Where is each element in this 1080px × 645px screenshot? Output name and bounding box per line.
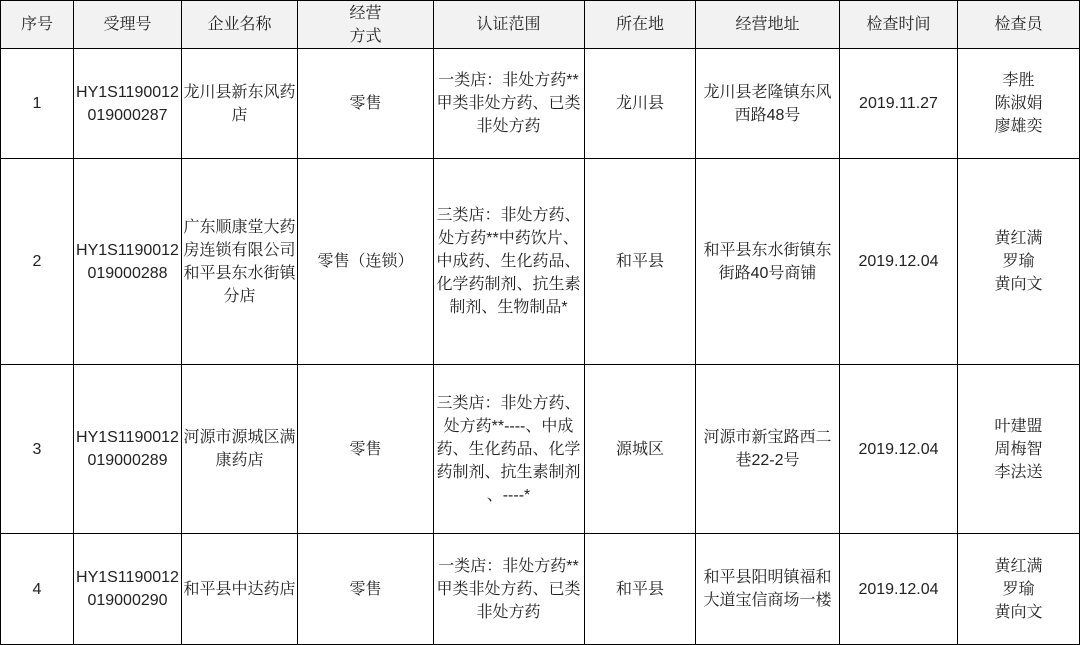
column-header-inspectors bbox=[958, 1, 1080, 49]
location-cell bbox=[585, 534, 696, 645]
inspector-list bbox=[959, 555, 1078, 624]
company-cell bbox=[182, 534, 298, 645]
column-header-label: 认证范围 bbox=[476, 16, 541, 33]
certification-scope: 三类店：非处方药、处方药**----、中成药、生化药品、化学药制剂、抗生素制剂、----* bbox=[436, 394, 581, 504]
scope-cell bbox=[434, 365, 585, 534]
inspector-list bbox=[959, 415, 1078, 484]
check-date-cell bbox=[840, 365, 958, 534]
index-cell bbox=[1, 49, 74, 159]
column-header-label: 经营方式 bbox=[349, 4, 382, 45]
acceptance-no-cell bbox=[74, 365, 182, 534]
acceptance-no-cell bbox=[74, 534, 182, 645]
business-address: 河源市新宝路西二巷22-2号 bbox=[703, 429, 832, 469]
inspector-list bbox=[959, 227, 1078, 296]
inspector-name: 罗瑜 bbox=[1002, 580, 1035, 598]
location: 龙川县 bbox=[615, 95, 664, 112]
location-cell bbox=[585, 49, 696, 159]
business-mode-cell bbox=[298, 534, 434, 645]
check-date-cell bbox=[840, 159, 958, 365]
business-address: 和平县东水街镇东街路40号商铺 bbox=[703, 241, 832, 282]
company-name: 广东顺康堂大药房连锁有限公司和平县东水街镇分店 bbox=[183, 218, 296, 305]
column-header-label: 检查员 bbox=[994, 16, 1043, 33]
inspector-name: 李胜 bbox=[1002, 72, 1035, 89]
table-row bbox=[1, 49, 1080, 159]
address-cell bbox=[696, 534, 840, 645]
company-cell bbox=[182, 365, 298, 534]
acceptance-no-cell bbox=[74, 49, 182, 159]
inspector-name: 罗瑜 bbox=[1002, 253, 1035, 270]
check-date-cell bbox=[840, 534, 958, 645]
business-mode: 零售（连锁） bbox=[317, 253, 414, 270]
location: 和平县 bbox=[615, 253, 664, 270]
acceptance-no: HY1S1190012019000289 bbox=[76, 429, 179, 469]
table-row bbox=[1, 365, 1080, 534]
certification-scope: 三类店：非处方药、处方药**中药饮片、中成药、生化药品、化学药制剂、抗生素制剂、生物制品* bbox=[436, 207, 581, 316]
check-date-cell bbox=[840, 49, 958, 159]
check-date: 2019.12.04 bbox=[858, 253, 939, 270]
company-cell bbox=[182, 159, 298, 365]
inspector-name: 黄向文 bbox=[994, 603, 1043, 621]
inspector-name: 廖雄奕 bbox=[994, 118, 1043, 135]
scope-cell bbox=[434, 49, 585, 159]
business-address: 龙川县老隆镇东风西路48号 bbox=[703, 83, 832, 124]
business-mode: 零售 bbox=[349, 580, 382, 598]
business-mode-cell bbox=[298, 49, 434, 159]
certification-scope: 一类店：非处方药**甲类非处方药、已类非处方药 bbox=[436, 72, 581, 135]
column-header-location bbox=[585, 1, 696, 49]
table-row bbox=[1, 534, 1080, 645]
business-mode: 零售 bbox=[349, 95, 382, 112]
company-cell bbox=[182, 49, 298, 159]
company-name: 河源市源城区满康药店 bbox=[183, 429, 296, 469]
index-cell bbox=[1, 159, 74, 365]
business-mode-cell bbox=[298, 159, 434, 365]
table-row bbox=[1, 159, 1080, 365]
column-header-check-date bbox=[840, 1, 958, 49]
check-date: 2019.11.27 bbox=[859, 95, 938, 112]
column-header-address bbox=[696, 1, 840, 49]
column-header-acceptance-no bbox=[74, 1, 182, 49]
check-date: 2019.12.04 bbox=[858, 580, 939, 598]
column-header-label: 检查时间 bbox=[866, 16, 931, 33]
column-header-label: 序号 bbox=[20, 16, 53, 33]
location-cell bbox=[585, 365, 696, 534]
company-name: 龙川县新东风药店 bbox=[183, 83, 296, 124]
inspectors-cell bbox=[958, 534, 1080, 645]
column-header-business-mode bbox=[298, 1, 434, 49]
inspector-name: 黄向文 bbox=[994, 276, 1043, 293]
table-header-row bbox=[1, 1, 1080, 49]
business-address: 和平县阳明镇福和大道宝信商场一楼 bbox=[703, 569, 832, 609]
acceptance-no: HY1S1190012019000288 bbox=[76, 241, 179, 282]
inspector-name: 周梅智 bbox=[994, 440, 1043, 458]
index-cell bbox=[1, 534, 74, 645]
business-mode: 零售 bbox=[349, 440, 382, 458]
acceptance-no: HY1S1190012019000287 bbox=[76, 83, 179, 124]
company-name: 和平县中达药店 bbox=[183, 580, 296, 598]
column-header-label: 经营地址 bbox=[735, 16, 800, 33]
inspector-list bbox=[959, 69, 1078, 138]
column-header-company bbox=[182, 1, 298, 49]
address-cell bbox=[696, 159, 840, 365]
inspectors-cell bbox=[958, 49, 1080, 159]
row-index: 4 bbox=[32, 580, 42, 598]
inspectors-cell bbox=[958, 365, 1080, 534]
row-index: 3 bbox=[32, 440, 42, 458]
inspectors-cell bbox=[958, 159, 1080, 365]
location-cell bbox=[585, 159, 696, 365]
scope-cell bbox=[434, 534, 585, 645]
inspector-name: 黄红满 bbox=[994, 557, 1043, 575]
column-header-scope bbox=[434, 1, 585, 49]
row-index: 2 bbox=[32, 253, 42, 270]
location: 源城区 bbox=[615, 440, 664, 458]
acceptance-no: HY1S1190012019000290 bbox=[76, 569, 179, 609]
inspector-name: 黄红满 bbox=[994, 230, 1043, 247]
column-header-label: 企业名称 bbox=[207, 16, 272, 33]
address-cell bbox=[696, 365, 840, 534]
row-index: 1 bbox=[32, 95, 42, 112]
inspector-name: 李法送 bbox=[994, 463, 1043, 481]
address-cell bbox=[696, 49, 840, 159]
column-header-index bbox=[1, 1, 74, 49]
check-date: 2019.12.04 bbox=[858, 440, 939, 458]
scope-cell bbox=[434, 159, 585, 365]
certification-scope: 一类店：非处方药**甲类非处方药、已类非处方药 bbox=[436, 557, 581, 621]
column-header-label: 所在地 bbox=[615, 16, 664, 33]
business-mode-cell bbox=[298, 365, 434, 534]
location: 和平县 bbox=[615, 580, 664, 598]
index-cell bbox=[1, 365, 74, 534]
column-header-label: 受理号 bbox=[103, 16, 152, 33]
inspector-name: 叶建盟 bbox=[994, 417, 1043, 435]
acceptance-no-cell bbox=[74, 159, 182, 365]
inspector-name: 陈淑娟 bbox=[994, 95, 1043, 112]
